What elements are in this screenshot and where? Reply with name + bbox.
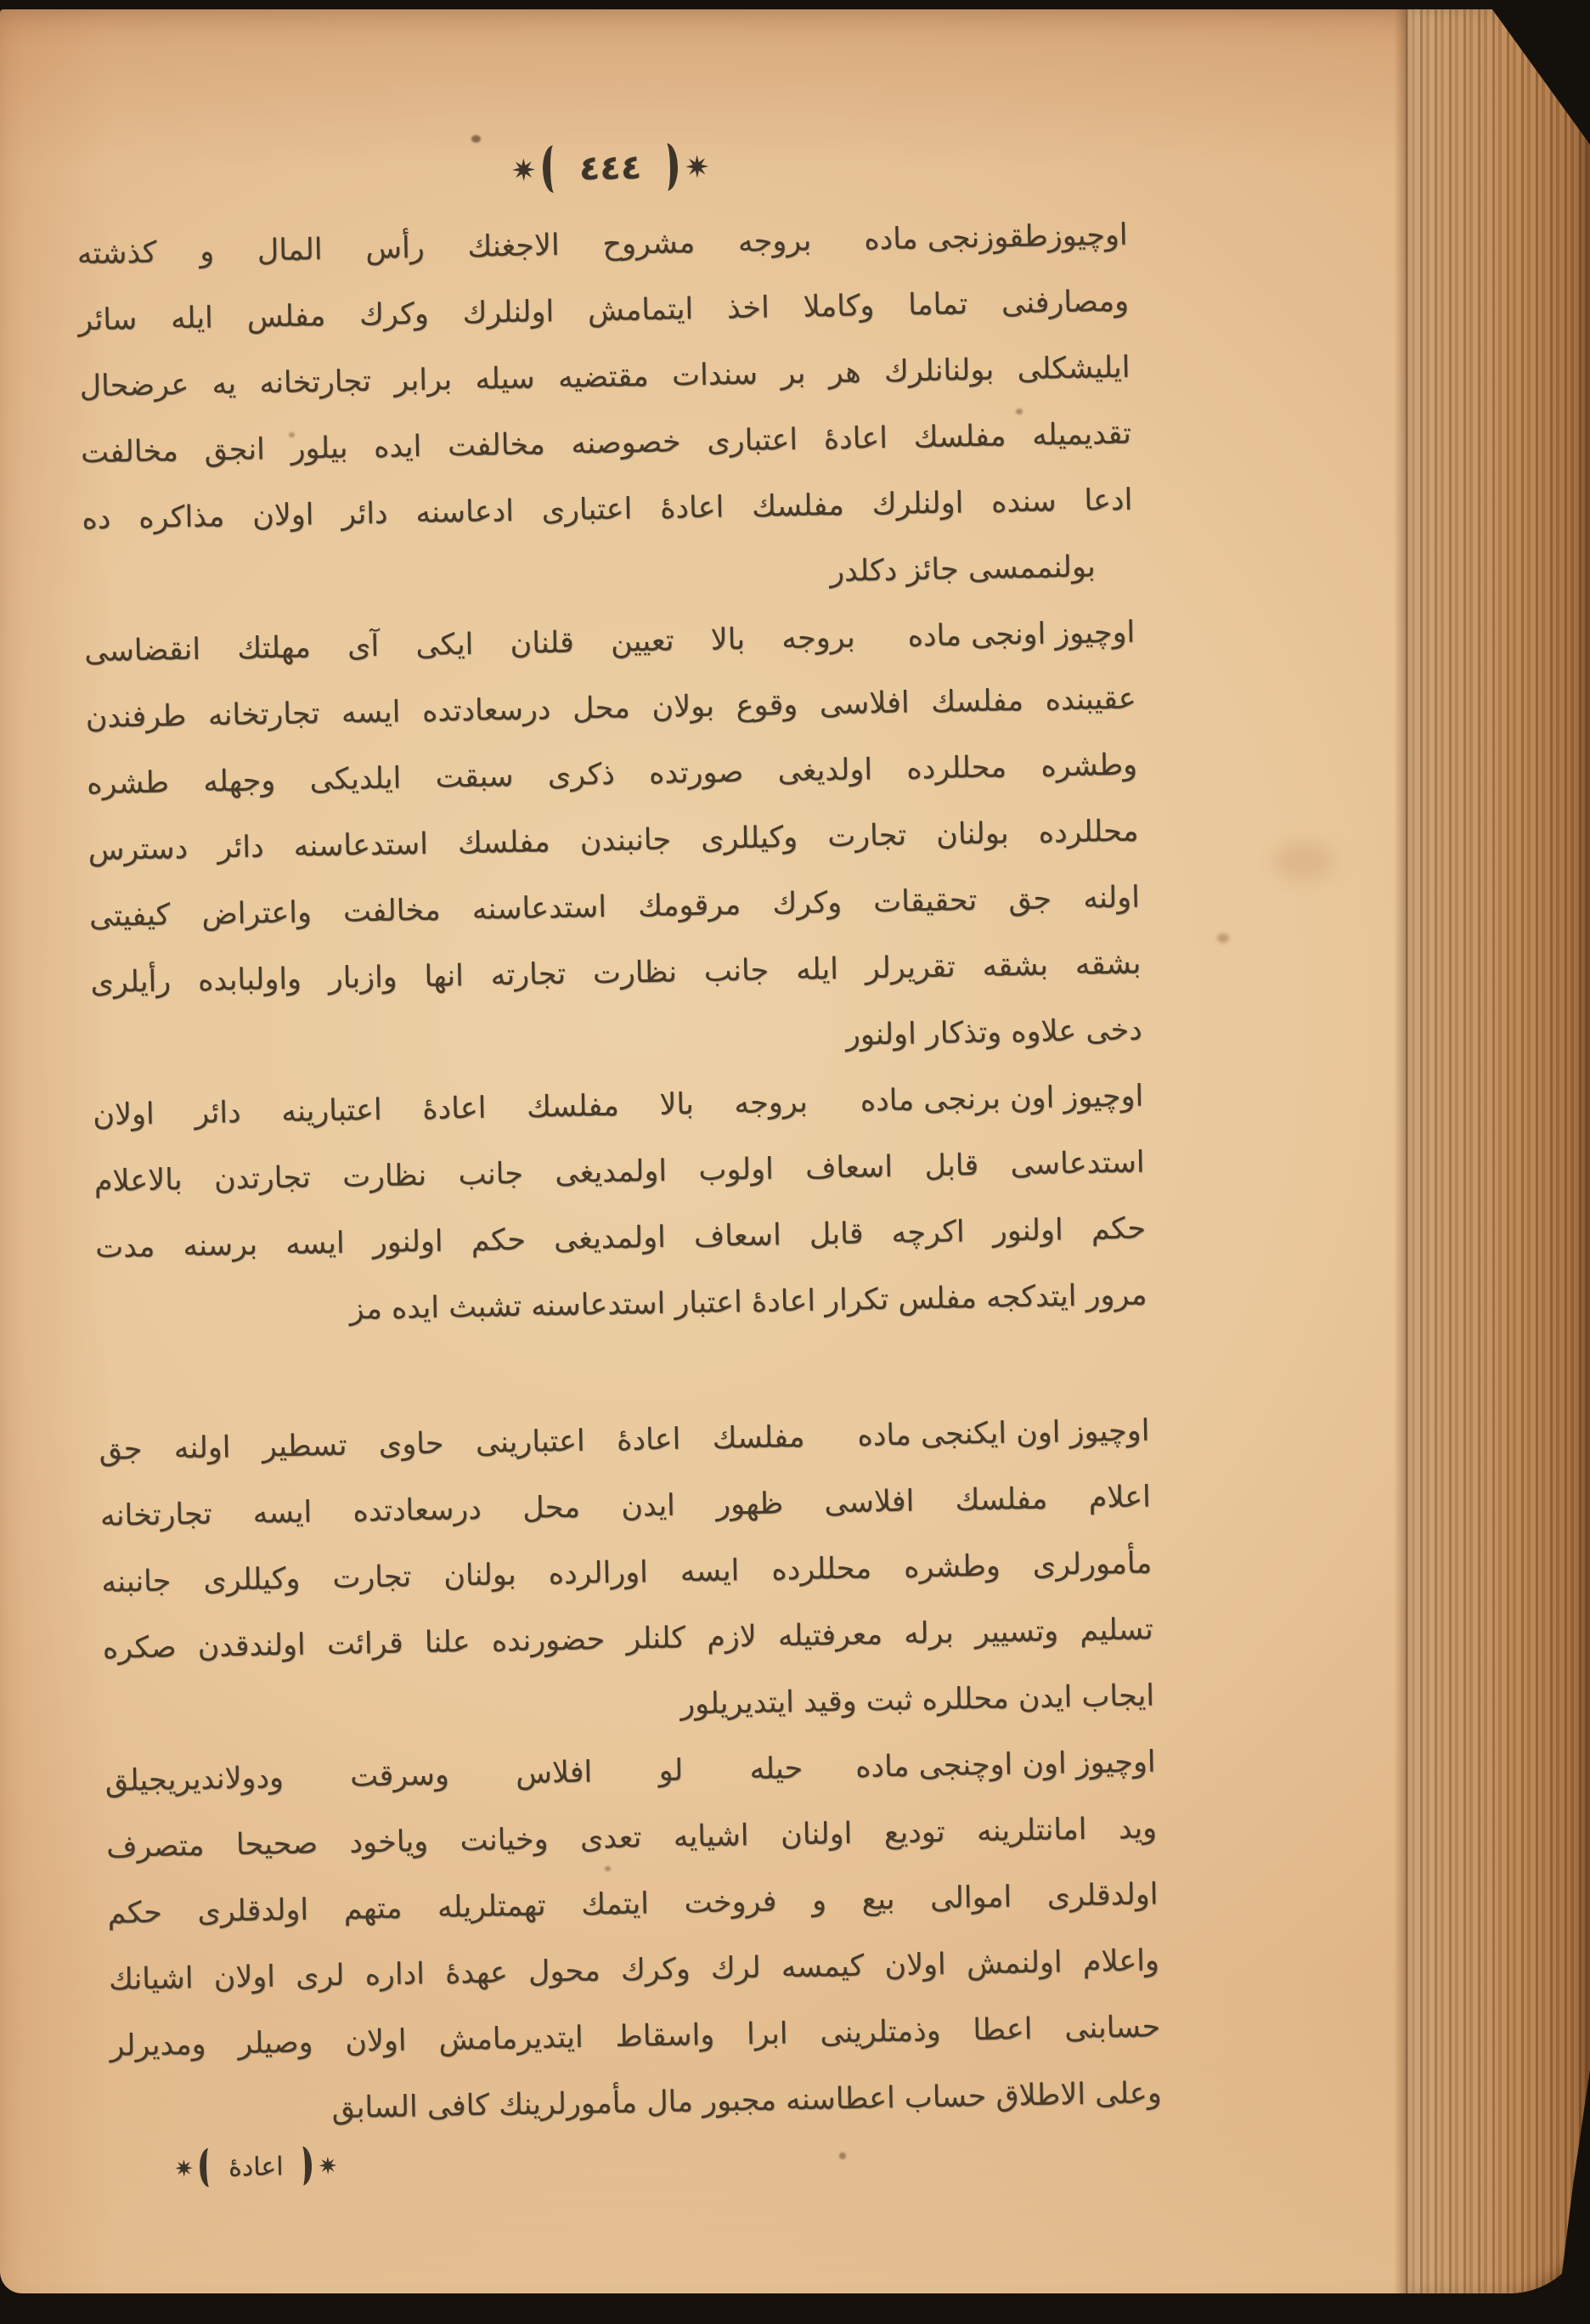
text-line: تقديميله مفلسك اعادهٔ اعتبارى خصوصنه مخالفت ايده بيلور انجق مخالفت [80, 416, 1132, 471]
text-line: ايجاب ايدن محللره ثبت وقيد ايتديريلور [679, 1678, 1155, 1722]
article-body-text: حيله لو افلاس وسرقت ودولانديريجيلق [104, 1751, 803, 1799]
fleuron-crescent-icon [293, 2146, 313, 2186]
text-line: بولنممسى جائز دكلدر [829, 550, 1097, 589]
text-line: ايليشكلى بولنانلرك هر بر سندات مقتضيه سيله برابر تجارتخانه يه عرضحال [79, 350, 1130, 404]
text-line: وعلى الاطلاق حساب اعطاسنه مجبور مال مأمورلرينك كافى السابق [331, 2076, 1163, 2126]
article-body-text: بروجه مشروح الاجغنك رأس المال و كذشته [76, 223, 812, 272]
text-line: حكم اولنور اكرچه قابل اسعاف اولمديغى حكم اولنور ايسه برسنه مدت [94, 1211, 1147, 1266]
text-line: تسليم وتسيير برله معرفتيله لازم كلنلر حضورنده علنا قرائت اولندقدن صكره [102, 1612, 1154, 1667]
text-line: اعلام مفلسك افلاسى ظهور ايدن محل درسعادتده ايسه تجارتخانه [99, 1480, 1152, 1534]
text-line: عقيبنده مفلسك افلاسى وقوع بولان محل درسعادتده ايسه تجارتخانه طرفندن [85, 681, 1136, 736]
article-label-gap [803, 1777, 855, 1778]
text-line: بشقه بشقه تقريرلر ايله جانب نظارت تجارته انها وازبار واولبابده رأيلرى [90, 946, 1142, 1001]
text-line: وطشره محللرده اولديغى صورتده ذكرى سبقت ايلديكى وجهله طشره [86, 747, 1138, 802]
body-text-block [76, 202, 1162, 2146]
text-line: اولنه جق تحقيقات وكرك مرقومك استدعاسنه مخالفت واعتراض كيفيتى [88, 880, 1141, 934]
article-body-text: بروجه بالا مفلسك اعادهٔ اعتبارينه دائر اولان [92, 1085, 809, 1133]
article-number-label: اوچيوز اونجى ماده [907, 615, 1136, 654]
article-body-text: بروجه بالا تعيين قلنان ايكى آى مهلتك انقضاسى [83, 620, 856, 669]
fleuron-rosette-icon [175, 2159, 193, 2177]
text-line: حسابنى اعطا وذمتلرينى ابرا واسقاط ايتديرمامش اولان وصيلر ومديرلر [110, 2010, 1161, 2064]
article-number-label: اوچيوز اون ايكنجى ماده [857, 1413, 1150, 1453]
fleuron-rosette-icon [685, 155, 708, 178]
fleuron-rosette-icon [512, 158, 535, 181]
text-line: ويد امانتلرينه توديع اولنان اشيايه تعدى وخيانت وياخود صحيحا متصرف [105, 1811, 1158, 1865]
article-number-label: اوچيوز اون اوچنجى ماده [854, 1745, 1156, 1785]
page-number: ٤٤٤ [578, 148, 642, 189]
article-number-label: اوچيوز اون برنجى ماده [860, 1079, 1144, 1119]
text-line: مأمورلرى وطشره محللرده ايسه اورالرده بولنان تجارت وكيللرى جانبنه [101, 1546, 1153, 1600]
article-label-gap [811, 249, 864, 250]
catchword-block [174, 2138, 337, 2195]
book-page [0, 9, 1590, 2293]
text-line: اولدقلرى اموالى بيع و فروخت ايتمك تهمتلريله متهم اولدقلرى حكم [107, 1877, 1159, 1932]
text-line: محللرده بولنان تجارت وكيللرى جانبندن مفلسك استدعاسنه دائر دسترس [87, 814, 1139, 868]
fleuron-rosette-icon [319, 2157, 336, 2175]
article-number-label: اوچيوزطقوزنجى ماده [863, 217, 1128, 257]
article-label-gap [805, 1446, 858, 1447]
fleuron-crescent-icon [200, 2148, 219, 2187]
text-line: استدعاسى قابل اسعاف اولوب اولمديغى جانب نظارت تجارتدن بالاعلام [93, 1145, 1145, 1199]
fleuron-crescent-icon [656, 143, 679, 190]
fleuron-crescent-icon [543, 145, 566, 193]
text-line: ومصارفنى تماما وكاملا اخذ ايتمامش اولنلرك وكرك مفلس ايله سائر [77, 284, 1130, 338]
running-head [511, 130, 709, 206]
text-line: واعلام اولنمش اولان كيمسه لرك وكرك محول عهدهٔ اداره لرى اولان اشيانك [108, 1943, 1160, 1998]
article-label-gap [808, 1111, 860, 1112]
article-body-text: مفلسك اعادهٔ اعتبارينى حاوى تسطير اولنه جق [99, 1419, 805, 1468]
text-line: مرور ايتدكجه مفلس تكرار اعادهٔ اعتبار استدعاسنه تشبث ايده مز [349, 1278, 1147, 1327]
catchword-text: اعادهٔ [228, 2151, 284, 2182]
text-line: ادعا سنده اولنلرك مفلسك اعادهٔ اعتبارى ادعاسنه دائر اولان مذاكره ده [82, 482, 1133, 537]
text-line: دخى علاوه وتذكار اولنور [845, 1013, 1143, 1052]
article-label-gap [855, 646, 908, 647]
